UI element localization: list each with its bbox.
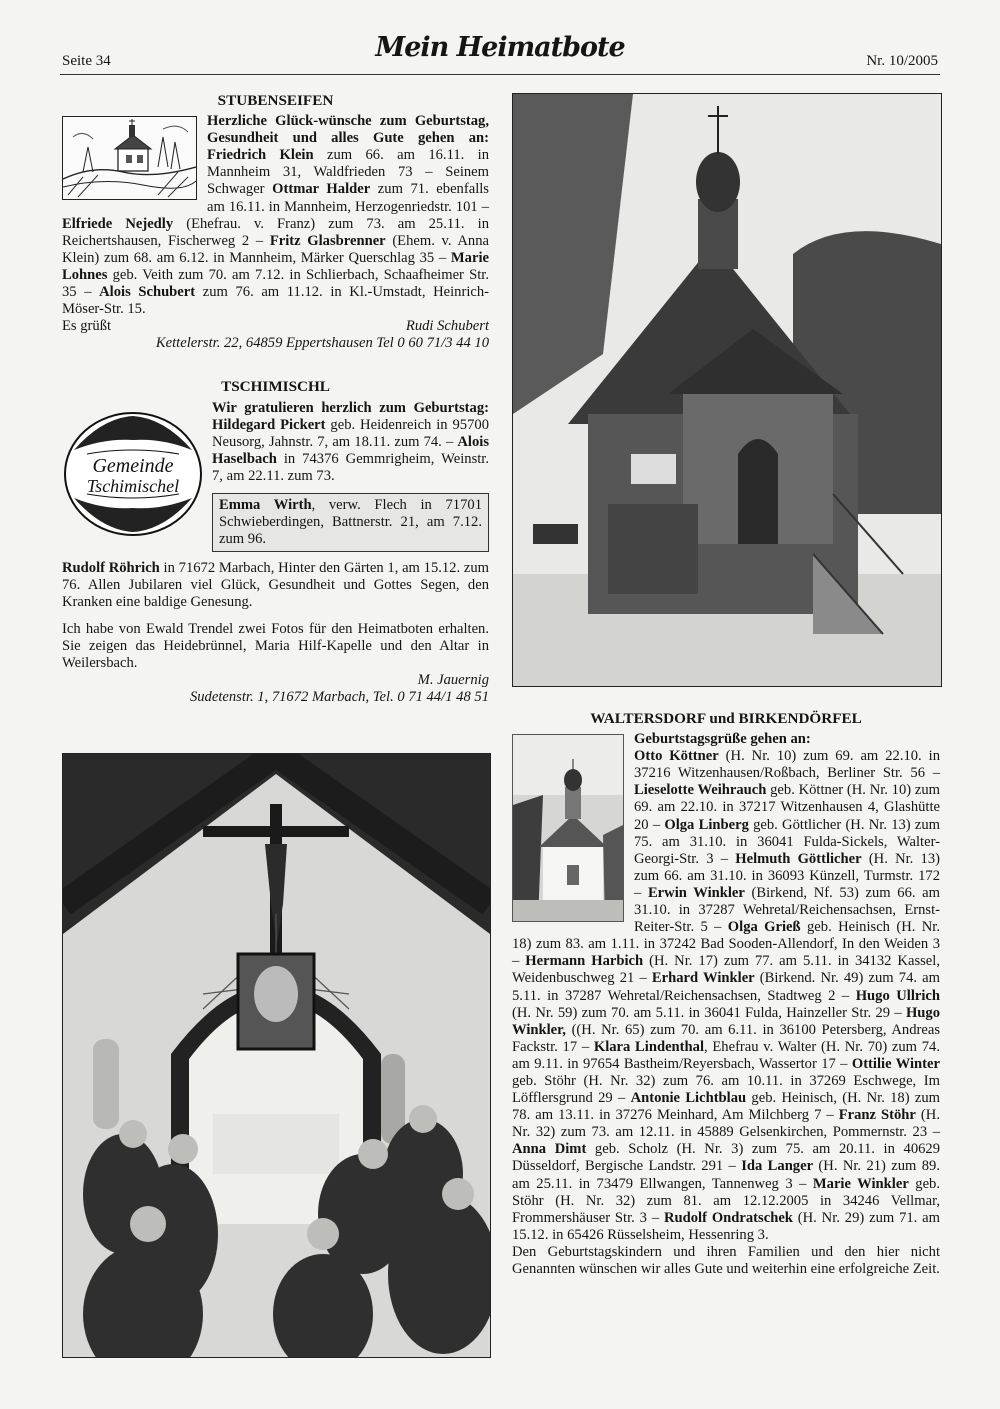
entry-text: in 74376 Gemmrigheim, Weinstr. 7, am 22.11. zum 73. [212,450,489,484]
closing-text: Den Geburtstagskindern und ihren Familien und den hier nicht Genannten wünschen wir alles Gute und weiterhin eine erfolgreiche Zeit. [512,1243,940,1277]
stubenseifen-intro: Herzliche Glück-wünsche zum Geburtstag, Gesundheit und alles Gute gehen an: [207,113,489,147]
entry-text: zum 66. am 16.11. in Mannheim 31, Waldfrieden 73 – Seinem Schwager [207,147,490,198]
person-name: Hildegard Pickert [212,416,326,433]
chapel-sketch-illustration [62,116,197,200]
person-name: Anna Dimt [512,1141,587,1158]
waltersdorf-title: WALTERSDORF und BIRKENDÖRFEL [590,710,862,727]
altar-interior-photo [62,753,491,1358]
person-name: Ottmar Halder [272,181,371,198]
signature-name: Rudi Schubert [405,318,489,335]
entry-text: (Birkend, Nf. 53) zum 66. am 31.10. in 37287 Wehretal/Reichensachsen, Ernst-Reiter-Str. 5 – [634,884,940,936]
signature-address: Sudetenstr. 1, 71672 Marbach, Tel. 0 71 44/1 48 51 [189,688,489,705]
person-name: Erhard Winkler [651,970,755,987]
entry-text: (H. Nr. 29) zum 71. am 15.12. in 65426 Rüsselsheim, Hessenring 3. [512,1209,940,1243]
photo-note: Ich habe von Ewald Trendel zwei Fotos für den Heimatboten erhalten. Sie zeigen das Heidebrünnel, Maria Hilf-Kapelle und den Altar in Weilersbach. [62,620,489,671]
entry-text: (Birkend. Nr. 49) zum 74. am 5.11. in 37287 Wehretal/Reichensachsen, Stadtweg 2 – [512,970,940,1004]
highlighted-entry-box [212,493,489,552]
entry-text: geb. Stöhr (H. Nr. 32) zum 76. am 10.11. in 37269 Eschwege, Im Löfflersgrund 29 – [512,1072,940,1107]
person-name: Rudolf Röhrich [62,560,160,577]
entry-text: , Ehefrau v. Walter (H. Nr. 70) zum 74. am 9.11. in 97654 Bastheim/Reyersbach, Wassertor 17 – [512,1038,940,1072]
person-name: Erwin Winkler [647,884,745,901]
emblem-line-1: Gemeinde [92,454,174,477]
entry-text: (H. Nr. 13) zum 66. am 31.10. in 36093 Künzell, Turmstr. 172 – [634,850,940,901]
stubenseifen-title: STUBENSEIFEN [217,92,334,109]
person-name: Hugo Winkler, [512,1004,940,1038]
entry-text: geb. Scholz (H. Nr. 3) zum 75. am 20.11. in 40629 Düsseldorf, Bergische Landstr. 291 – [512,1141,941,1175]
masthead-title: Mein Heimatbote [375,32,625,63]
emblem-line-2: Tschimischel [86,475,180,496]
small-chapel-photo [512,734,624,922]
person-name: Marie Lohnes [62,249,489,283]
greeting: Es grüßt [62,318,112,335]
entry-text: , verw. Flech in 71701 Schwieberdingen, Battnerstr. 21, am 7.12. zum 96. [219,496,482,548]
entry-text: zum 71. ebenfalls am 16.11. in Mannheim, Herzogenriedstr. 101 – [207,181,489,215]
person-name: Emma Wirth [219,496,312,513]
entry-text: (H. Nr. 10) zum 69. am 22.10. in 37216 Witzenhausen/Roßbach, Berliner Str. 56 – [634,748,940,782]
entry-text: geb. Köttner (H. Nr. 10) zum 69. am 22.10. in 37217 Witzenhausen 4, Glashütte 20 – [634,782,940,833]
person-name: Antonie Lichtblau [630,1090,747,1107]
person-name: Marie Winkler [812,1175,909,1192]
person-name: Fritz Glasbrenner [269,232,386,249]
entry-text: (Ehem. v. Anna Klein) zum 68. am 6.12. in Mannheim, Märker Querschlag 35 – [62,232,490,266]
person-name: Ida Langer [741,1158,814,1175]
waltersdorf-section [512,710,940,1278]
person-name: Elfriede Nejedly [62,215,174,232]
person-name: Ottilie Winter [851,1055,940,1072]
person-name: Hermann Harbich [525,953,644,970]
person-name: Lieselotte Weihrauch [634,782,767,799]
issue-number: Nr. 10/2005 [866,53,938,69]
person-name: Klara Lindenthal [593,1038,705,1055]
tschimischl-intro: Wir gratulieren herzlich zum Geburtstag: [212,399,489,416]
person-name: Friedrich Klein [207,147,314,164]
entry-text: (H. Nr. 32) zum 73. am 12.11. in 45889 Gelsenkirchen, Pommernstr. 23 – [512,1107,940,1141]
person-name: Hugo Ullrich [855,987,941,1004]
entry-text: (H. Nr. 17) zum 77. am 5.11. in 34132 Kassel, Weidenbuschweg 21 – [512,953,940,987]
person-name: Otto Köttner [634,748,719,765]
entry-text: geb. Stöhr (H. Nr. 32) zum 81. am 12.12.2005 in 34246 Vellmar, Frommershäuser Str. 3 – [512,1175,940,1226]
page-number: Seite 34 [62,53,111,69]
signature-name: M. Jauernig [417,671,489,688]
tschimischl-title: TSCHIMISCHL [221,378,330,396]
waltersdorf-intro: Geburtstagsgrüße gehen an: [634,731,811,748]
entry-text: zum 76. am 11.12. in Kl.-Umstadt, Heinrich-Möser-Str. 15. [62,284,490,318]
entry-text: (H. Nr. 59) zum 70. am 5.11. in 36041 Fulda, Hainzeller Str. 29 – [512,1004,906,1021]
person-name: Rudolf Ondratschek [663,1209,793,1226]
chapel-exterior-photo [512,93,942,687]
person-name: Olga Linberg [664,816,749,833]
entry-text: geb. Heidenreich in 95700 Neusorg, Jahnstr. 7, am 18.11. zum 74. – [212,416,489,450]
person-name: Alois Haselbach [212,433,489,467]
entry-text: geb. Heinisch (H. Nr. 18) zum 83. am 1.11. in 37242 Bad Sooden-Allendorf, In den Weiden 3 – [512,919,940,970]
left-column [62,92,489,706]
person-name: Helmuth Göttlicher [735,850,862,867]
entry-text: in 71672 Marbach, Hinter den Gärten 1, am 15.12. zum 76. Allen Jubilaren viel Glück, Gesundheit und Gottes Segen, den Kranken eine baldige Genesung. [62,560,489,611]
person-name: Franz Stöhr [838,1107,916,1124]
header-rule [60,74,940,75]
person-name: Alois Schubert [99,284,196,301]
entry-text: ((H. Nr. 65) zum 70. am 6.11. in 36100 Petersberg, Andreas Fackstr. 17 – [512,1021,940,1055]
signature-address: Kettelerstr. 22, 64859 Eppertshausen Tel 0 60 71/3 44 10 [155,335,489,352]
entry-text: geb. Göttlicher (H. Nr. 13) zum 75. am 31.10. in 36041 Fulda-Sickels, Walter-Georgi-Str. 3 – [634,816,941,867]
entry-text: geb. Veith zum 70. am 7.12. in Schlierbach, Schaafheimer Str. 35 – [62,266,489,301]
entry-text: (Ehefrau. v. Franz) zum 73. am 25.11. in Reichertshausen, Fischerweg 2 – [62,215,489,249]
gemeinde-emblem [62,410,204,543]
entry-text: (H. Nr. 21) zum 89. am 25.11. in 73479 Ellwangen, Tannenweg 3 – [512,1158,940,1192]
entry-text: geb. Heinisch, (H. Nr. 18) zum 78. am 13.11. in 37276 Meinhard, Am Milchberg 7 – [512,1090,940,1124]
person-name: Olga Grieß [727,919,801,936]
